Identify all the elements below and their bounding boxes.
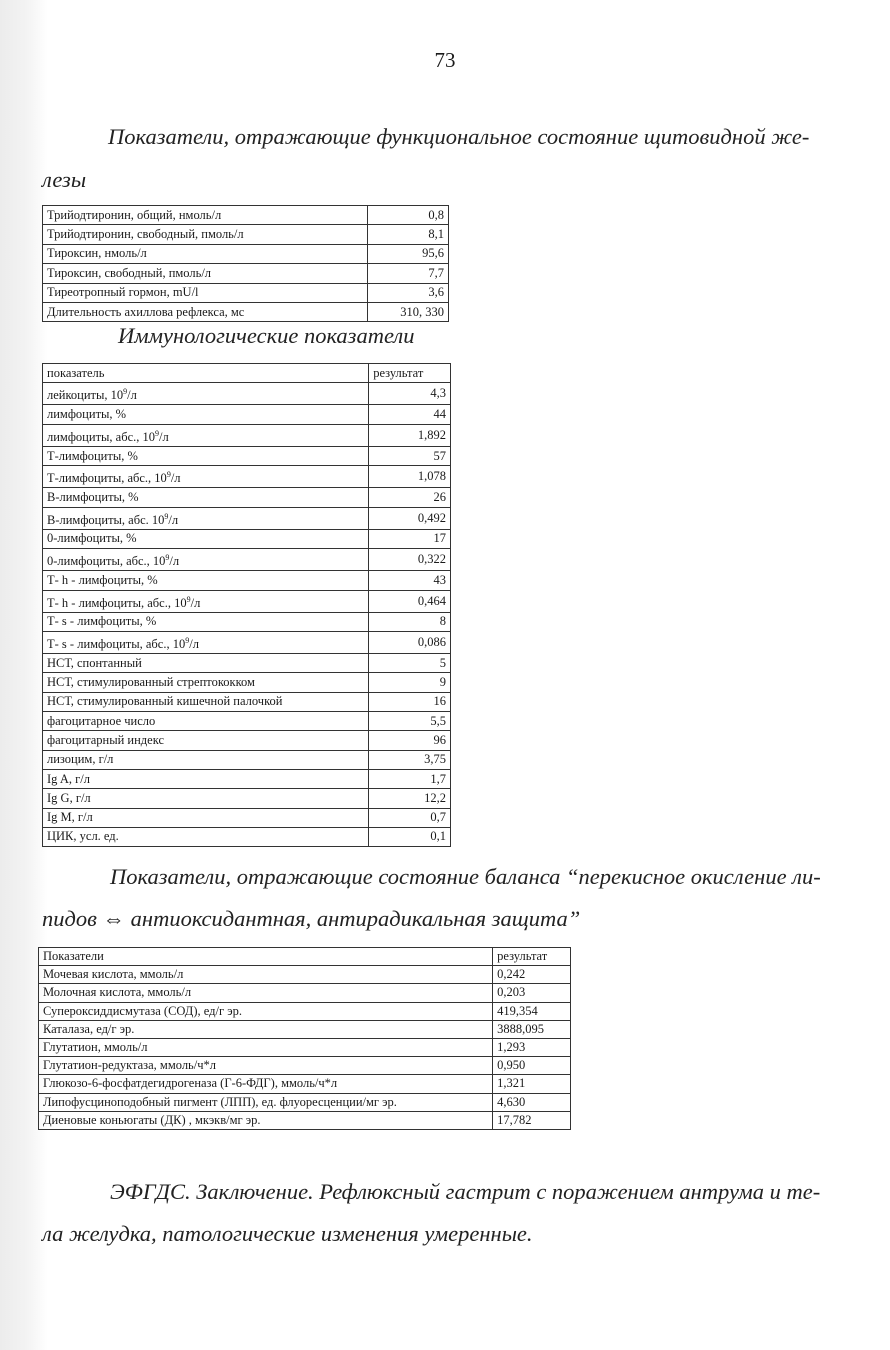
- table-row: [43, 673, 451, 692]
- table-row: [43, 827, 451, 846]
- table-row: [43, 808, 451, 827]
- table-row: [43, 571, 451, 590]
- immuno-header-value: результат: [369, 364, 451, 383]
- immuno-row-value: 0,492: [369, 507, 451, 529]
- immuno-row-label: [43, 590, 369, 612]
- immuno-row-value: 4,3: [369, 383, 451, 405]
- table-row: [43, 654, 451, 673]
- thyroid-row-value: 95,6: [368, 244, 449, 263]
- immuno-row-label: [43, 827, 369, 846]
- immuno-row-value: 12,2: [369, 789, 451, 808]
- lipid-row-label: Каталаза, ед/г эр.: [39, 1020, 493, 1038]
- immuno-label-unit: /л: [189, 637, 199, 652]
- immuno-label-exponent: 9: [185, 636, 190, 646]
- table-row: [43, 590, 451, 612]
- lipid-row-label: Диеновые коньюгаты (ДК) , мкэкв/мг эр.: [39, 1111, 493, 1129]
- lipid-row-label: Молочная кислота, ммоль/л: [39, 984, 493, 1002]
- immuno-label-unit: /л: [168, 512, 179, 527]
- immuno-row-label: [43, 673, 369, 692]
- lipid-header-row: [39, 948, 571, 966]
- immuno-row-value: 44: [369, 405, 451, 424]
- immuno-header-row: [43, 364, 451, 383]
- table-row: [43, 488, 451, 507]
- immuno-row-label: [43, 383, 369, 405]
- thyroid-row-label: Тиреотропный гормон, mU/l: [43, 283, 368, 302]
- immuno-row-value: 1,892: [369, 424, 451, 446]
- lipid-row-label: Липофусциноподобный пигмент (ЛПП), ед. флуоресценции/мг эр.: [39, 1093, 493, 1111]
- lipid-row-value: 4,630: [493, 1093, 571, 1111]
- lipid-header-label: Показатели: [39, 948, 493, 966]
- immuno-label-text: Ig M, г/л: [47, 810, 93, 825]
- immuno-label-text: Т- h - лимфоциты, %: [47, 572, 158, 587]
- immuno-row-label: [43, 750, 369, 769]
- lipid-row-value: 17,782: [493, 1111, 571, 1129]
- table-row: [43, 466, 451, 488]
- table-row: [39, 1075, 571, 1093]
- immuno-row-value: 0,322: [369, 549, 451, 571]
- table-row: [43, 529, 451, 548]
- immuno-label-text: лизоцим, г/л: [47, 752, 114, 767]
- immuno-row-label: [43, 405, 369, 424]
- immuno-row-label: [43, 549, 369, 571]
- immuno-row-value: 57: [369, 446, 451, 465]
- table-row: [39, 984, 571, 1002]
- conclusion-line1: ЭФГДС. Заключение. Рефлюксный гастрит с поражением антрума и те-: [110, 1179, 821, 1204]
- lipid-header-value: результат: [493, 948, 571, 966]
- thyroid-row-value: 7,7: [368, 264, 449, 283]
- immuno-row-value: 9: [369, 673, 451, 692]
- thyroid-table-body: [43, 206, 449, 322]
- immuno-row-label: [43, 731, 369, 750]
- immuno-label-exponent: 9: [155, 428, 160, 438]
- lipid-heading-line2: [42, 906, 580, 932]
- immuno-row-label: [43, 507, 369, 529]
- immuno-row-label: [43, 529, 369, 548]
- lipid-row-value: 419,354: [493, 1002, 571, 1020]
- table-row: [43, 769, 451, 788]
- thyroid-row-value: 3,6: [368, 283, 449, 302]
- table-row: [43, 632, 451, 654]
- immuno-row-label: [43, 692, 369, 711]
- lipid-heading-line2-start: пидов: [42, 906, 97, 931]
- lipid-row-value: 1,293: [493, 1038, 571, 1056]
- immuno-label-text: НСТ, стимулированный кишечной палочкой: [47, 694, 283, 709]
- immuno-row-label: [43, 612, 369, 631]
- immuno-label-text: лейкоциты, 10: [47, 388, 124, 403]
- table-row: [43, 225, 449, 244]
- immuno-label-unit: /л: [169, 554, 180, 569]
- immuno-row-value: 96: [369, 731, 451, 750]
- immuno-label-text: ЦИК, усл. ед.: [47, 829, 119, 844]
- table-row: [39, 1002, 571, 1020]
- table-row: [43, 507, 451, 529]
- immuno-row-value: 0,1: [369, 827, 451, 846]
- thyroid-row-label: Трийодтиронин, общий, нмоль/л: [43, 206, 368, 225]
- table-row: [43, 692, 451, 711]
- lipid-row-value: 1,321: [493, 1075, 571, 1093]
- immuno-label-unit: /л: [127, 388, 137, 403]
- table-row: [43, 283, 449, 302]
- thyroid-row-label: Тироксин, свободный, пмоль/л: [43, 264, 368, 283]
- immuno-row-value: 8: [369, 612, 451, 631]
- immuno-row-label: [43, 488, 369, 507]
- table-row: [43, 549, 451, 571]
- double-arrow-icon: ⇔: [102, 906, 126, 931]
- immuno-label-text: В-лимфоциты, %: [47, 490, 139, 504]
- immuno-row-value: 0,086: [369, 632, 451, 654]
- immuno-label-text: Т- h - лимфоциты, абс., 10: [47, 595, 187, 610]
- table-row: [39, 1020, 571, 1038]
- immuno-label-exponent: 9: [166, 470, 171, 480]
- table-row: [39, 1111, 571, 1129]
- immuno-row-value: 5: [369, 654, 451, 673]
- immuno-label-text: Т-лимфоциты, %: [47, 448, 138, 463]
- immuno-label-unit: /л: [159, 429, 169, 444]
- conclusion-line2: ла желудка, патологические изменения умеренные.: [42, 1221, 533, 1246]
- lipid-table-body: [39, 966, 571, 1130]
- immuno-row-value: 43: [369, 571, 451, 590]
- immuno-row-label: [43, 571, 369, 590]
- table-row: [43, 612, 451, 631]
- lipid-row-value: 0,242: [493, 966, 571, 984]
- immuno-row-value: 17: [369, 529, 451, 548]
- immuno-label-text: Ig A, г/л: [47, 771, 90, 786]
- lipid-row-label: Мочевая кислота, ммоль/л: [39, 966, 493, 984]
- lipid-heading-line2-end: антиоксидантная, антирадикальная защита”: [130, 906, 581, 931]
- immuno-label-text: В-лимфоциты, абс. 10: [47, 512, 165, 527]
- immuno-row-label: [43, 632, 369, 654]
- lipid-heading-line1: Показатели, отражающие состояние баланса “перекисное окисление ли-: [110, 864, 821, 889]
- immuno-label-text: лимфоциты, %: [47, 407, 127, 422]
- immuno-header-label: показатель: [43, 364, 369, 383]
- immuno-row-label: [43, 466, 369, 488]
- lipid-row-value: 3888,095: [493, 1020, 571, 1038]
- table-row: [43, 302, 449, 321]
- immuno-heading: Иммунологические показатели: [118, 323, 415, 348]
- table-row: [43, 424, 451, 446]
- immuno-table: [42, 363, 451, 847]
- thyroid-row-label: Длительность ахиллова рефлекса, мс: [43, 302, 368, 321]
- immuno-label-unit: /л: [190, 595, 201, 610]
- thyroid-heading-line2: лезы: [42, 167, 87, 192]
- immuno-label-text: 0-лимфоциты, %: [47, 531, 137, 546]
- immuno-row-label: [43, 789, 369, 808]
- thyroid-row-value: 8,1: [368, 225, 449, 244]
- immuno-row-value: 16: [369, 692, 451, 711]
- lipid-row-value: 0,203: [493, 984, 571, 1002]
- table-row: [43, 789, 451, 808]
- immuno-row-value: 26: [369, 488, 451, 507]
- table-row: [39, 1038, 571, 1056]
- lipid-row-label: Глутатион, ммоль/л: [39, 1038, 493, 1056]
- immuno-table-body: [43, 383, 451, 847]
- thyroid-table: [42, 205, 449, 322]
- table-row: [43, 244, 449, 263]
- lipid-row-label: Супероксиддисмутаза (СОД), ед/г эр.: [39, 1002, 493, 1020]
- thyroid-heading-line1: Показатели, отражающие функциональное состояние щитовидной же-: [108, 124, 810, 149]
- table-row: [43, 731, 451, 750]
- table-row: [43, 206, 449, 225]
- immuno-label-text: Т-лимфоциты, абс., 10: [47, 471, 167, 486]
- immuno-label-text: Ig G, г/л: [47, 790, 91, 805]
- table-row: [43, 383, 451, 405]
- immuno-row-label: [43, 769, 369, 788]
- table-row: [43, 750, 451, 769]
- immuno-row-value: 0,464: [369, 590, 451, 612]
- thyroid-row-label: Трийодтиронин, свободный, пмоль/л: [43, 225, 368, 244]
- table-row: [43, 446, 451, 465]
- immuno-label-text: Т- s - лимфоциты, %: [47, 614, 157, 629]
- immuno-row-value: 1,7: [369, 769, 451, 788]
- page-number: 73: [434, 48, 456, 72]
- table-row: [43, 405, 451, 424]
- immuno-row-label: [43, 424, 369, 446]
- immuno-label-text: фагоцитарный индекс: [47, 733, 165, 747]
- immuno-label-text: фагоцитарное число: [47, 713, 156, 728]
- immuno-row-value: 3,75: [369, 750, 451, 769]
- table-row: [43, 264, 449, 283]
- page-edge-shadow: [0, 0, 48, 1350]
- immuno-row-value: 5,5: [369, 712, 451, 731]
- thyroid-row-value: 310, 330: [368, 302, 449, 321]
- immuno-label-text: НСТ, стимулированный стрептококком: [47, 675, 255, 690]
- table-row: [39, 966, 571, 984]
- immuno-label-exponent: 9: [186, 594, 191, 604]
- table-row: [39, 1093, 571, 1111]
- immuno-row-label: [43, 712, 369, 731]
- immuno-row-label: [43, 808, 369, 827]
- thyroid-row-value: 0,8: [368, 206, 449, 225]
- lipid-row-value: 0,950: [493, 1057, 571, 1075]
- table-row: [39, 1057, 571, 1075]
- immuno-label-exponent: 9: [164, 511, 169, 521]
- immuno-label-text: лимфоциты, абс., 10: [47, 429, 156, 444]
- immuno-row-label: [43, 446, 369, 465]
- lipid-table: [38, 947, 571, 1130]
- immuno-label-exponent: 9: [165, 553, 170, 563]
- immuno-label-unit: /л: [170, 471, 181, 486]
- immuno-label-text: НСТ, спонтанный: [47, 655, 142, 670]
- table-row: [43, 712, 451, 731]
- lipid-row-label: Глутатион-редуктаза, ммоль/ч*л: [39, 1057, 493, 1075]
- thyroid-row-label: Тироксин, нмоль/л: [43, 244, 368, 263]
- immuno-label-exponent: 9: [123, 387, 128, 397]
- lipid-row-label: Глюкозо-6-фосфатдегидрогеназа (Г-6-ФДГ), ммоль/ч*л: [39, 1075, 493, 1093]
- immuno-row-value: 0,7: [369, 808, 451, 827]
- immuno-row-value: 1,078: [369, 466, 451, 488]
- immuno-label-text: 0-лимфоциты, абс., 10: [47, 554, 166, 569]
- immuno-row-label: [43, 654, 369, 673]
- immuno-label-text: Т- s - лимфоциты, абс., 10: [47, 637, 186, 652]
